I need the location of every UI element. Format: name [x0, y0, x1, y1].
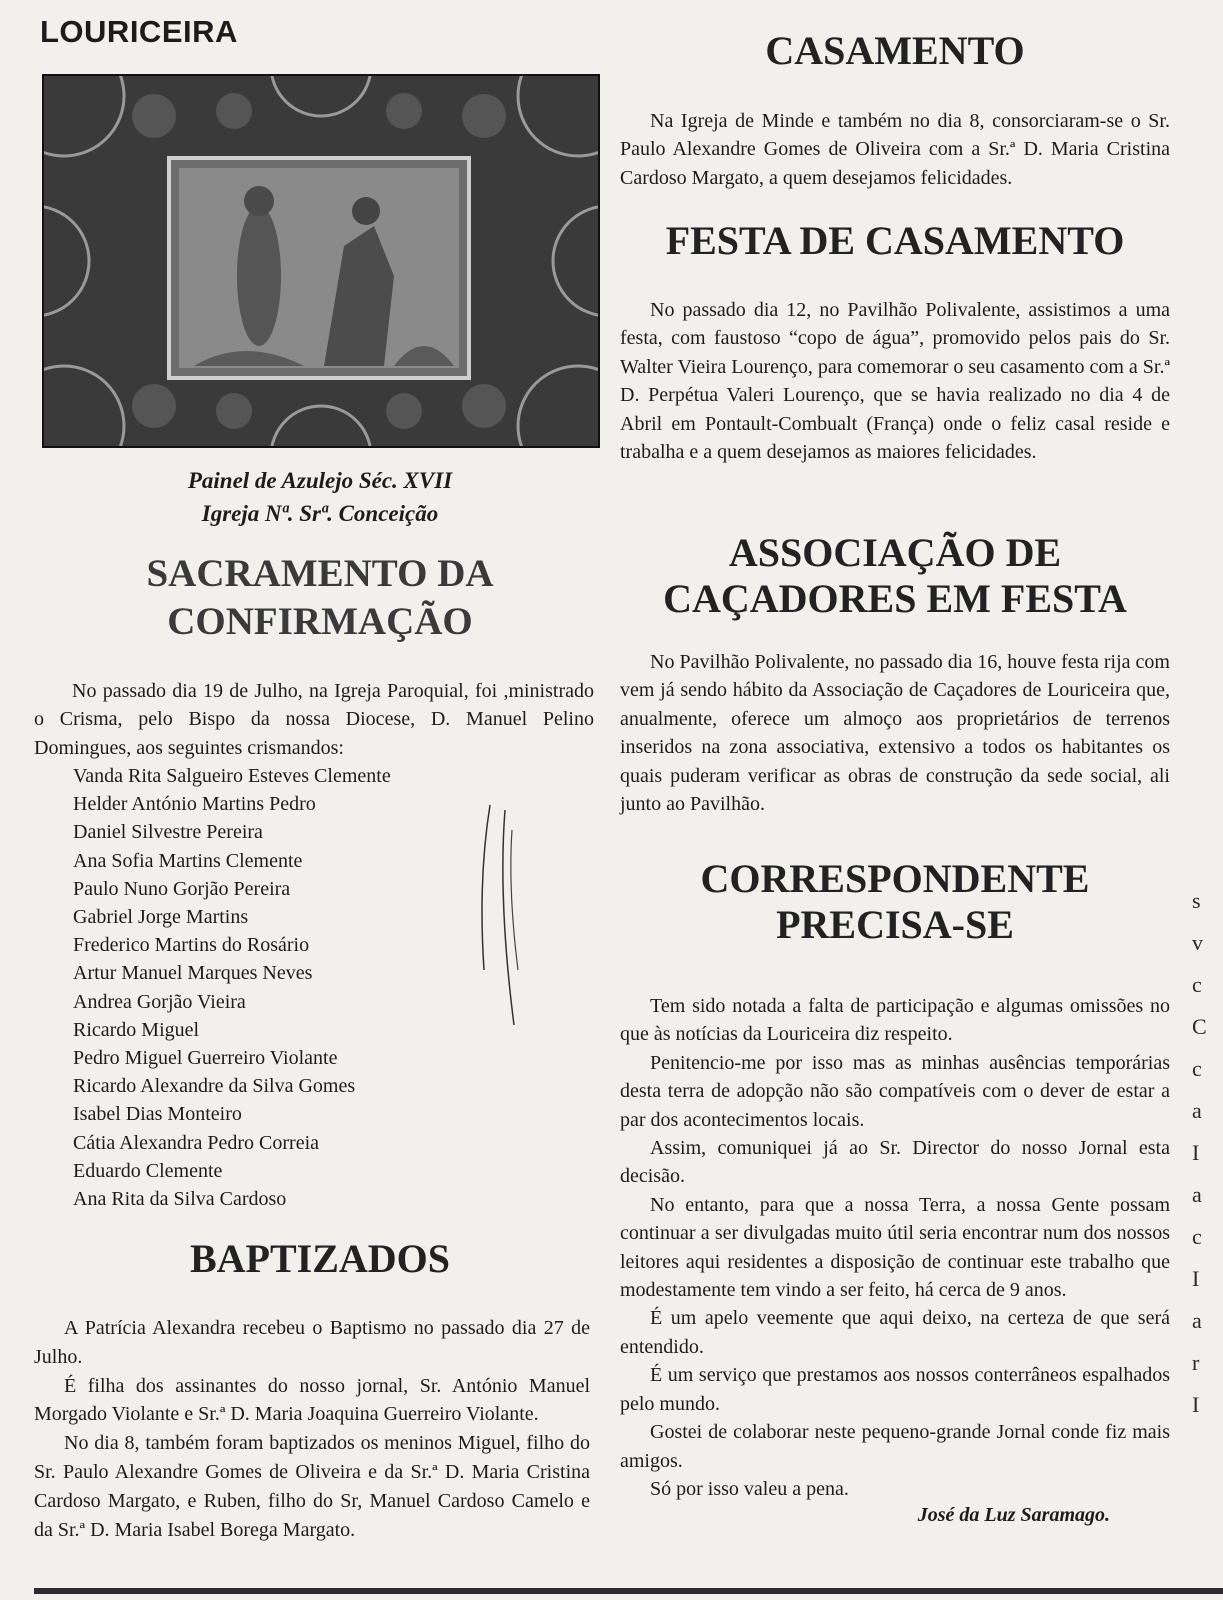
edge-letter: I: [1192, 1140, 1200, 1165]
azulejo-photo: [42, 74, 600, 448]
heading-line: CAÇADORES EM FESTA: [663, 576, 1127, 621]
heading-line: CONFIRMAÇÃO: [167, 600, 473, 643]
edge-letter: I: [1192, 1392, 1200, 1417]
paragraph: No Pavilhão Polivalente, no passado dia 16, houve festa rija com vem já sendo hábito da Associação de Caçadores de Louriceira que, anualmente, oferece um almoço aos proprietários de terrenos inseridos na zona associativa, extensivo a todos os habitantes os quais puderam verificar as obras de construção da sede social, ali junto ao Pavilhão.: [620, 651, 1170, 816]
paragraph: Gostei de colaborar neste pequeno-grande Jornal conde fiz mais amigos.: [620, 1421, 1170, 1472]
paragraph: Tem sido notada a falta de participação e algumas omissões no que às notícias da Louriceira diz respeito.: [620, 995, 1170, 1046]
paragraph: É um serviço que prestamos aos nossos conterrâneos espalhados pelo mundo.: [620, 1364, 1170, 1415]
paragraph: Na Igreja de Minde e também no dia 8, consorciaram-se o Sr. Paulo Alexandre Gomes de Oliveira com a Sr.ª D. Maria Cristina Cardoso Margato, a quem desejamos felicidades.: [620, 110, 1170, 189]
list-item: Helder António Martins Pedro: [73, 793, 316, 816]
edge-letter: a: [1192, 1308, 1202, 1333]
heading-correspondente: [620, 856, 1170, 948]
festa-casamento-text: [620, 296, 1170, 466]
list-item: Daniel Silvestre Pereira: [73, 821, 263, 844]
list-item: Isabel Dias Monteiro: [73, 1103, 242, 1126]
heading-casamento: CASAMENTO: [765, 28, 1025, 73]
paragraph: É um apelo veemente que aqui deixo, na certeza de que será entendido.: [620, 1307, 1170, 1358]
list-item: Cátia Alexandra Pedro Correia: [73, 1131, 320, 1154]
list-item: Pedro Miguel Guerreiro Violante: [73, 1047, 338, 1070]
list-item: Artur Manuel Marques Neves: [73, 962, 313, 985]
paragraph: A Patrícia Alexandra recebeu o Baptismo no passado dia 27 de Julho.: [34, 1317, 590, 1368]
paragraph: No dia 8, também foram baptizados os meninos Miguel, filho do Sr. Paulo Alexandre Gomes de Oliveira e da Sr.ª D. Maria Cristina Cardoso Margato, e Ruben, filho do Sr, Manuel Cardoso Camelo e da Sr.ª D. Maria Isabel Borega Margato.: [34, 1432, 590, 1541]
bottom-rule: [34, 1588, 1223, 1594]
edge-letter: r: [1192, 1350, 1200, 1375]
adjacent-column-fragment: [1192, 880, 1223, 1426]
list-item: Ana Rita da Silva Cardoso: [73, 1188, 287, 1211]
caption-line: Igreja Nª. Srª. Conceição: [201, 501, 439, 526]
edge-letter: c: [1192, 1224, 1202, 1249]
list-item: Frederico Martins do Rosário: [73, 934, 310, 957]
paragraph: No passado dia 12, no Pavilhão Polivalente, assistimos a uma festa, com faustoso “copo de água”, promovido pelos pais do Sr. Walter Vieira Lourenço, para comemorar o seu casamento com a Sr.ª D. Perpétua Valeri Lourenço, que se havia realizado no dia 4 de Abril em Pontault-Combualt (França) onde o feliz casal reside e trabalha e a quem desejamos as maiores felicidades.: [620, 299, 1170, 464]
edge-letter: v: [1192, 930, 1203, 955]
baptizados-text: [34, 1314, 590, 1544]
list-item: Ricardo Miguel: [73, 1018, 200, 1041]
edge-letter: c: [1192, 1056, 1202, 1081]
correspondente-text: [620, 992, 1170, 1503]
edge-letter: I: [1192, 1266, 1200, 1291]
heading-line: CORRESPONDENTE: [700, 856, 1090, 901]
heading-baptizados: BAPTIZADOS: [189, 1236, 451, 1281]
photo-caption: [120, 464, 520, 530]
heading-cacadores: [620, 530, 1170, 622]
edge-letter: C: [1192, 1014, 1207, 1039]
paragraph: Só por isso valeu a pena.: [650, 1477, 849, 1500]
caption-line: Painel de Azulejo Séc. XVII: [187, 468, 453, 493]
confirmacao-intro: [34, 677, 594, 762]
heading-line: PRECISA-SE: [776, 902, 1014, 947]
paragraph: É filha dos assinantes do nosso jornal, Sr. António Manuel Morgado Violante e Sr.ª D. Maria Joaquina Guerreiro Violante.: [34, 1374, 590, 1426]
edge-letter: a: [1192, 1182, 1202, 1207]
edge-letter: c: [1192, 972, 1202, 997]
paragraph: Assim, comuniquei já ao Sr. Director do nosso Jornal esta decisão.: [620, 1137, 1170, 1188]
crismandos-list: [73, 762, 493, 1213]
list-item: Paulo Nuno Gorjão Pereira: [73, 877, 291, 900]
paragraph: No entanto, para que a nossa Terra, a nossa Gente possam continuar a ser divulgadas muito útil seria encontrar num dos nossos leitores aqui residentes a disposição de continuar este trabalho que modestamente tem vindo a ser feito, há cerca de 9 anos.: [620, 1193, 1170, 1302]
heading-line: SACRAMENTO DA: [146, 552, 494, 595]
list-item: Andrea Gorjão Vieira: [73, 990, 246, 1013]
list-item: Vanda Rita Salgueiro Esteves Clemente: [73, 765, 391, 787]
heading-festa-casamento: FESTA DE CASAMENTO: [665, 218, 1125, 263]
paragraph: Penitencio-me por isso mas as minhas ausências temporárias desta terra de adopção não são compatíveis com o dever de estar a par dos acontecimentos locais.: [620, 1051, 1170, 1131]
author-signature: José da Luz Saramago.: [917, 1504, 1110, 1526]
casamento-text: [620, 107, 1170, 192]
edge-letter: s: [1192, 888, 1201, 913]
list-item: Eduardo Clemente: [73, 1159, 223, 1182]
section-label: LOURICEIRA: [40, 14, 238, 49]
list-item: Ana Sofia Martins Clemente: [73, 849, 303, 872]
edge-letter: a: [1192, 1098, 1202, 1123]
pen-scratch-mark: [470, 800, 530, 1030]
paragraph: No passado dia 19 de Julho, na Igreja Paroquial, foi ,ministrado o Crisma, pelo Bispo da nossa Diocese, D. Manuel Pelino Domingues, aos seguintes crismandos:: [34, 680, 594, 759]
heading-confirmacao: [90, 550, 550, 646]
list-item: Ricardo Alexandre da Silva Gomes: [73, 1075, 356, 1098]
heading-line: ASSOCIAÇÃO DE: [728, 530, 1062, 575]
cacadores-text: [620, 648, 1170, 818]
list-item: Gabriel Jorge Martins: [73, 906, 249, 929]
